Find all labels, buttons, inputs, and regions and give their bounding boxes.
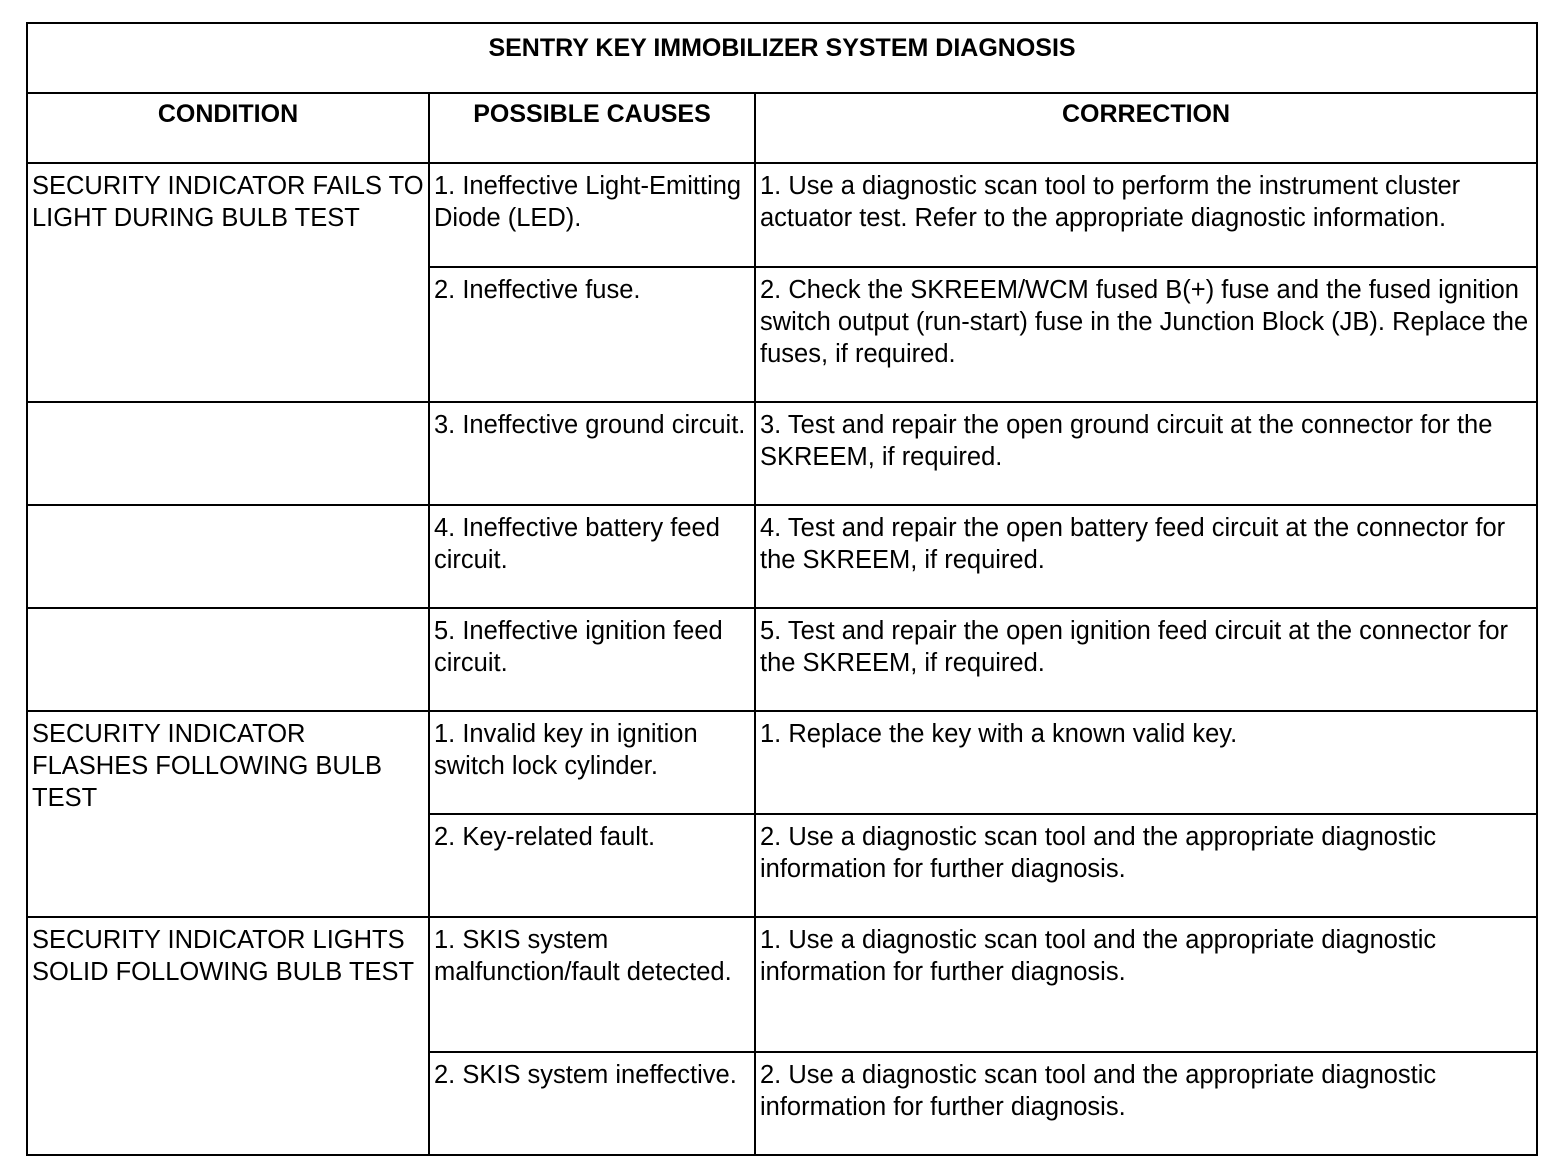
condition-cell [27, 608, 429, 711]
correction-cell: 3. Test and repair the open ground circuit at the connector for the SKREEM, if required. [755, 402, 1537, 505]
condition-cell: SECURITY INDICATOR LIGHTS SOLID FOLLOWING BULB TEST [27, 917, 429, 1155]
condition-cell [27, 505, 429, 608]
correction-cell: 2. Use a diagnostic scan tool and the appropriate diagnostic information for further diagnosis. [755, 1052, 1537, 1155]
cause-cell: 3. Ineffective ground circuit. [429, 402, 755, 505]
table-row [27, 163, 1537, 267]
correction-cell: 1. Use a diagnostic scan tool to perform the instrument cluster actuator test. Refer to the appropriate diagnostic information. [755, 163, 1537, 267]
table-row [27, 917, 1537, 1052]
header-condition: CONDITION [27, 93, 429, 163]
cause-cell: 2. SKIS system ineffective. [429, 1052, 755, 1155]
table-row [27, 608, 1537, 711]
table-row [27, 505, 1537, 608]
cause-cell: 2. Key-related fault. [429, 814, 755, 917]
cause-cell: 4. Ineffective battery feed circuit. [429, 505, 755, 608]
condition-cell: SECURITY INDICATOR FAILS TO LIGHT DURING BULB TEST [27, 163, 429, 402]
correction-cell: 2. Use a diagnostic scan tool and the appropriate diagnostic information for further diagnosis. [755, 814, 1537, 917]
condition-cell [27, 402, 429, 505]
correction-cell: 1. Use a diagnostic scan tool and the appropriate diagnostic information for further diagnosis. [755, 917, 1537, 1052]
correction-cell: 2. Check the SKREEM/WCM fused B(+) fuse and the fused ignition switch output (run-start) fuse in the Junction Block (JB). Replace the fuses, if required. [755, 267, 1537, 402]
cause-cell: 5. Ineffective ignition feed circuit. [429, 608, 755, 711]
table-row [27, 711, 1537, 814]
correction-cell: 1. Replace the key with a known valid key. [755, 711, 1537, 814]
table-row [27, 402, 1537, 505]
header-row [27, 93, 1537, 163]
table-title: SENTRY KEY IMMOBILIZER SYSTEM DIAGNOSIS [27, 23, 1537, 93]
header-possible-causes: POSSIBLE CAUSES [429, 93, 755, 163]
header-correction: CORRECTION [755, 93, 1537, 163]
cause-cell: 1. SKIS system malfunction/fault detected. [429, 917, 755, 1052]
title-row [27, 23, 1537, 93]
cause-cell: 2. Ineffective fuse. [429, 267, 755, 402]
condition-cell: SECURITY INDICATOR FLASHES FOLLOWING BULB TEST [27, 711, 429, 917]
diagnosis-table [26, 22, 1538, 1156]
correction-cell: 5. Test and repair the open ignition feed circuit at the connector for the SKREEM, if required. [755, 608, 1537, 711]
correction-cell: 4. Test and repair the open battery feed circuit at the connector for the SKREEM, if required. [755, 505, 1537, 608]
cause-cell: 1. Invalid key in ignition switch lock cylinder. [429, 711, 755, 814]
cause-cell: 1. Ineffective Light-Emitting Diode (LED). [429, 163, 755, 267]
